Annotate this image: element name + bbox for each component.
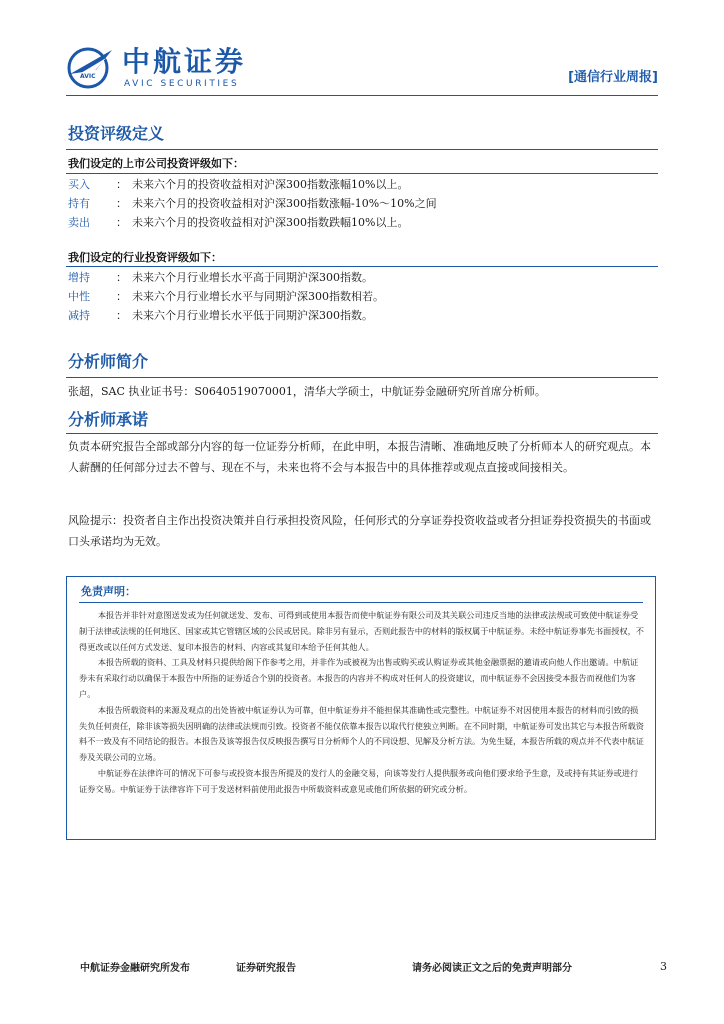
disclaimer-body xyxy=(79,608,645,798)
company-rating-row xyxy=(68,216,408,230)
company-logo-cn: 中航证券 xyxy=(122,45,247,78)
company-rating-row xyxy=(68,178,408,192)
industry-rating-intro: 我们设定的行业投资评级如下： xyxy=(68,251,222,264)
analyst-intro-title: 分析师简介 xyxy=(68,352,149,371)
rating-text: 未来六个月行业增长水平与同期沪深300指数相若。 xyxy=(132,290,384,303)
industry-rating-row xyxy=(68,290,384,304)
analyst-intro-text: 张超，SAC 执业证书号：S0640519070001，清华大学硕士，中航证券金融研究所首席分析师。 xyxy=(68,385,546,398)
header-divider xyxy=(66,95,658,96)
rating-label: 买入 xyxy=(68,178,90,191)
industry-rating-row xyxy=(68,309,373,323)
disclaimer-paragraph: 中航证券在法律许可的情况下可参与或投资本报告所提及的发行人的金融交易，向该等发行人提供服务或向他们要求给予生意，及或持有其证券或进行证券交易。中航证券于法律容许下可于发送材料前使用此报告中所载资料或意见或他们所依据的研究或分析。 xyxy=(79,767,639,794)
disclaimer-paragraph: 本报告所载的资料、工具及材料只提供给阁下作参考之用，并非作为或被视为出售或购买或认购证券或其他金融票据的邀请或向他人作出邀请。中航证券未有采取行动以确保于本报告中所指的证券适合个别的投资者。本报告的内容并不构成对任何人的投资建议，而中航证券不会因接受本报告而视他们为客户。 xyxy=(79,657,639,699)
analyst-intro-divider xyxy=(66,377,658,378)
analyst-commitment-text: 负责本研究报告全部或部分内容的每一位证券分析师，在此申明，本报告清晰、准确地反映了分析师本人的研究观点。本人薪酬的任何部分过去不曾与、现在不与，未来也将不会与本报告中的具体推荐或观点直接或间接相关。 xyxy=(68,440,651,474)
rating-text: 未来六个月的投资收益相对沪深300指数跌幅10%以上。 xyxy=(132,216,409,229)
risk-warning-text: 风险提示：投资者自主作出投资决策并自行承担投资风险，任何形式的分享证券投资收益或者分担证券投资损失的书面或口头承诺均为无效。 xyxy=(68,514,651,548)
rating-colon: ： xyxy=(116,290,127,303)
rating-text: 未来六个月的投资收益相对沪深300指数涨幅10%以上。 xyxy=(132,178,409,191)
footer-notice: 请务必阅读正文之后的免责声明部分 xyxy=(412,963,572,974)
analyst-commitment-divider xyxy=(66,433,658,434)
rating-label: 中性 xyxy=(68,290,90,303)
rating-label: 增持 xyxy=(68,271,90,284)
company-logo-en: AVIC SECURITIES xyxy=(124,79,240,89)
footer-report-kind: 证券研究报告 xyxy=(236,963,296,974)
rating-label: 持有 xyxy=(68,197,90,210)
disclaimer-title: 免责声明： xyxy=(81,585,136,598)
company-rating-row xyxy=(68,197,437,211)
rating-colon: ： xyxy=(116,271,127,284)
rating-colon: ： xyxy=(116,309,127,322)
rating-definition-divider xyxy=(66,149,658,150)
industry-rating-row xyxy=(68,271,373,285)
rating-colon: ： xyxy=(116,178,127,191)
report-type-label: [通信行业周报] xyxy=(568,70,658,85)
rating-label: 卖出 xyxy=(68,216,90,229)
page-number: 3 xyxy=(660,960,667,973)
disclaimer-paragraph: 本报告所载资料的来源及观点的出处皆被中航证券认为可靠，但中航证券并不能担保其准确性或完整性。中航证券不对因使用本报告的材料而引致的损失负任何责任，除非该等损失因明确的法律或法规而引致。投资者不能仅依靠本报告以取代行使独立判断。在不同时期，中航证券可发出其它与本报告所载资料不一致及有不同结论的报告。本报告及该等报告仅反映报告撰写日分析师个人的不同设想、见解及分析方法。为免生疑，本报告所载的观点并不代表中航证券及关联公司的立场。 xyxy=(79,704,644,763)
analyst-commitment-title: 分析师承诺 xyxy=(68,410,149,429)
industry-rating-divider xyxy=(66,266,658,267)
disclaimer-box xyxy=(66,576,656,840)
avic-logo-icon xyxy=(66,44,114,90)
disclaimer-title-divider xyxy=(79,602,643,603)
rating-colon: ： xyxy=(116,197,127,210)
rating-colon: ： xyxy=(116,216,127,229)
company-rating-intro: 我们设定的上市公司投资评级如下： xyxy=(68,157,244,170)
disclaimer-paragraph: 本报告并非针对意图送发或为任何就送发、发布、可得到或使用本报告而使中航证券有限公司及其关联公司违反当地的法律或法规或可致使中航证券受制于法律或法规的任何地区、国家或其它管辖区域的公民或居民。除非另有显示，否则此报告中的材料的版权属于中航证券。未经中航证券事先书面授权，不得更改或以任何方式发送、复印本报告的材料、内容或其复印本给予任何其他人。 xyxy=(79,610,644,652)
rating-text: 未来六个月行业增长水平低于同期沪深300指数。 xyxy=(132,309,373,322)
company-rating-divider xyxy=(66,173,658,174)
rating-text: 未来六个月行业增长水平高于同期沪深300指数。 xyxy=(132,271,373,284)
rating-label: 减持 xyxy=(68,309,90,322)
footer-publisher: 中航证券金融研究所发布 xyxy=(80,963,190,974)
rating-text: 未来六个月的投资收益相对沪深300指数涨幅-10%～10%之间 xyxy=(132,197,437,210)
page-header xyxy=(66,44,658,94)
rating-definition-title: 投资评级定义 xyxy=(68,124,165,143)
logo-badge-text: AVIC xyxy=(80,73,96,80)
